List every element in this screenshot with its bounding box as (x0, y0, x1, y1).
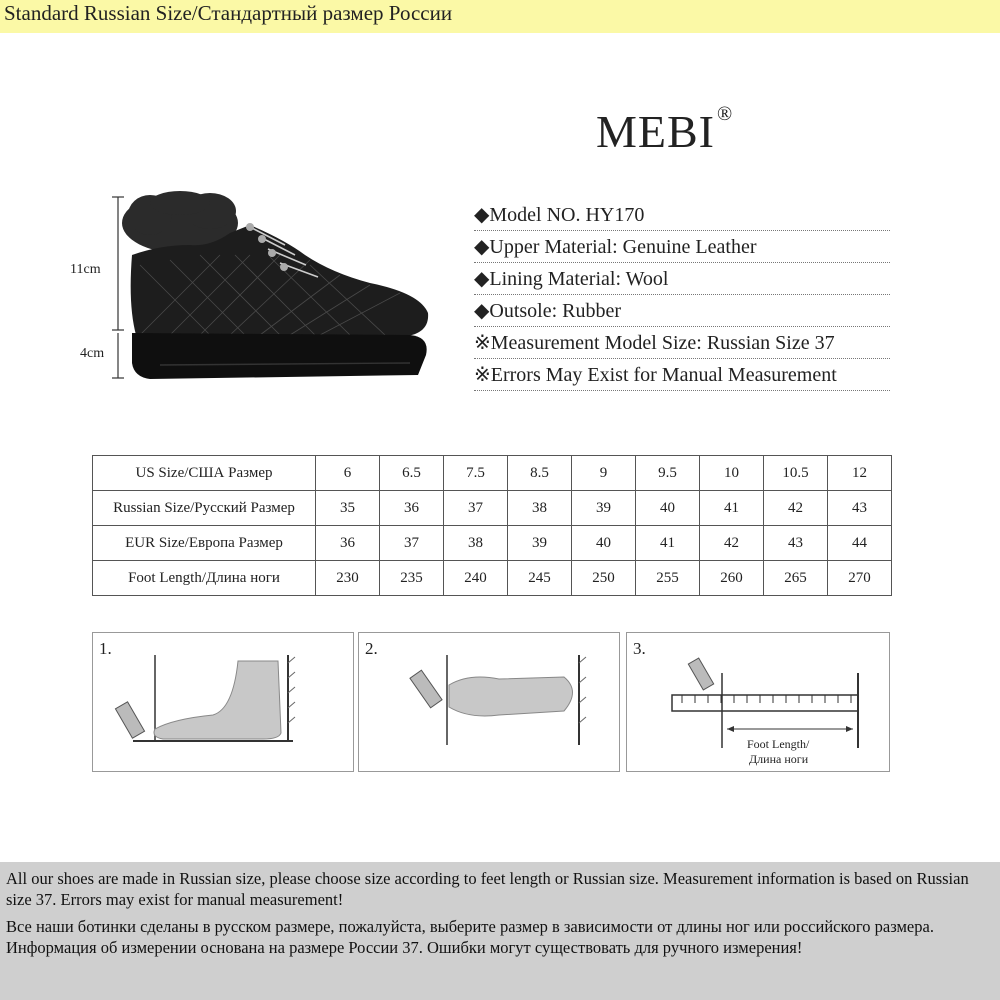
shaft-height-label: 11cm (70, 262, 101, 277)
step-number: 1. (99, 639, 112, 658)
step-number: 3. (633, 639, 646, 658)
table-cell: 7.5 (444, 456, 508, 491)
spec-model: ◆Model NO. HY170 (474, 200, 890, 231)
row-label-us: US Size/США Размер (93, 456, 316, 491)
table-row (93, 491, 892, 526)
table-cell: 245 (508, 561, 572, 596)
measure-step-3 (626, 632, 890, 772)
foot-length-label-ru: Длина ноги (749, 752, 809, 766)
table-cell: 36 (316, 526, 380, 561)
table-cell: 235 (380, 561, 444, 596)
table-cell: 12 (828, 456, 892, 491)
measure-step-1 (92, 632, 354, 772)
brand-logo: MEBI ® (596, 103, 734, 157)
table-cell: 9 (572, 456, 636, 491)
table-cell: 41 (636, 526, 700, 561)
foot-top-illustration (359, 633, 619, 771)
table-cell: 250 (572, 561, 636, 596)
table-row (93, 561, 892, 596)
boot-sole (132, 333, 427, 379)
spec-measurement-model: ※Measurement Model Size: Russian Size 37 (474, 328, 890, 359)
boot-image (70, 185, 440, 395)
table-cell: 43 (764, 526, 828, 561)
foot-side-illustration (93, 633, 353, 771)
table-cell: 40 (572, 526, 636, 561)
table-cell: 42 (764, 491, 828, 526)
row-label-russian: Russian Size/Русский Размер (93, 491, 316, 526)
table-cell: 6.5 (380, 456, 444, 491)
table-cell: 240 (444, 561, 508, 596)
table-cell: 42 (700, 526, 764, 561)
table-cell: 36 (380, 491, 444, 526)
table-cell: 230 (316, 561, 380, 596)
measure-step-2 (358, 632, 620, 772)
table-cell: 255 (636, 561, 700, 596)
spec-outsole: ◆Outsole: Rubber (474, 296, 890, 327)
table-cell: 260 (700, 561, 764, 596)
table-cell: 10.5 (764, 456, 828, 491)
table-cell: 39 (508, 526, 572, 561)
foot-length-label-en: Foot Length/ (747, 737, 810, 751)
spec-lining-material: ◆Lining Material: Wool (474, 264, 890, 295)
table-cell: 8.5 (508, 456, 572, 491)
table-cell: 35 (316, 491, 380, 526)
spec-list (474, 200, 890, 391)
footer-notice (0, 862, 1000, 1000)
spec-errors-note: ※Errors May Exist for Manual Measurement (474, 360, 890, 391)
table-row (93, 526, 892, 561)
table-row (93, 456, 892, 491)
table-cell: 9.5 (636, 456, 700, 491)
table-cell: 37 (444, 491, 508, 526)
heel-height-label: 4cm (80, 346, 105, 361)
table-cell: 39 (572, 491, 636, 526)
table-cell: 38 (444, 526, 508, 561)
step-number: 2. (365, 639, 378, 658)
table-cell: 10 (700, 456, 764, 491)
table-cell: 6 (316, 456, 380, 491)
footer-text-ru: Все наши ботинки сделаны в русском размере, пожалуйста, выберите размер в зависимости от длины ног или российского размера. Информация об измерении основана на размере России 37. Ошибки могут существовать для ручного измерения! (6, 917, 934, 957)
table-cell: 40 (636, 491, 700, 526)
table-cell: 38 (508, 491, 572, 526)
page-header: Standard Russian Size/Стандартный размер России (0, 0, 1000, 33)
spec-upper-material: ◆Upper Material: Genuine Leather (474, 232, 890, 263)
table-cell: 41 (700, 491, 764, 526)
row-label-foot-length: Foot Length/Длина ноги (93, 561, 316, 596)
table-cell: 44 (828, 526, 892, 561)
footer-text-en: All our shoes are made in Russian size, please choose size according to feet length or Russian size. Measurement information is based on Russian size 37. Errors may exist for manual measurement! (6, 869, 969, 909)
table-cell: 37 (380, 526, 444, 561)
table-cell: 43 (828, 491, 892, 526)
size-chart-table (92, 455, 892, 596)
ruler-illustration (627, 633, 889, 771)
row-label-eur: EUR Size/Европа Размер (93, 526, 316, 561)
table-cell: 270 (828, 561, 892, 596)
table-cell: 265 (764, 561, 828, 596)
